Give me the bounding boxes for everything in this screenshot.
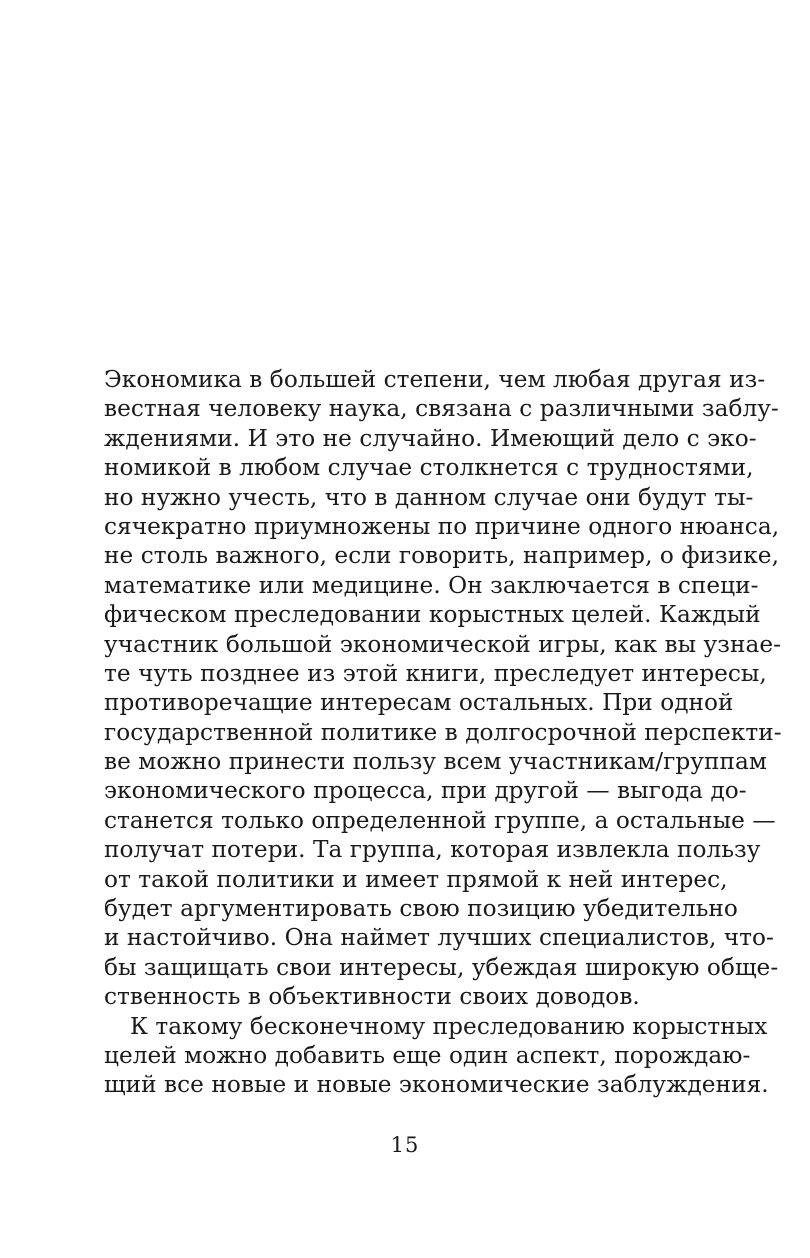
text-line: противоречащие интересам остальных. При одной — [104, 689, 734, 717]
text-line: К такому бесконечному преследованию корыстных — [130, 1012, 768, 1040]
body-text — [104, 365, 782, 1100]
text-line: экономического процесса, при другой — выгода до- — [104, 777, 747, 805]
page-number: 15 — [390, 1133, 420, 1157]
paragraph-2 — [104, 1012, 769, 1100]
text-line: те чуть позднее из этой книги, преследует интересы, — [104, 659, 767, 687]
text-line: государственной политике в долгосрочной перспекти- — [104, 718, 782, 746]
paragraph-1 — [104, 365, 782, 1012]
text-line: щий все новые и новые экономические заблуждения. — [104, 1071, 769, 1099]
text-line: сячекратно приумножены по причине одного нюанса, — [104, 512, 780, 540]
text-line: математике или медицине. Он заключается в специ- — [104, 571, 759, 599]
text-line: от такой политики и имеет прямой к ней интерес, — [104, 865, 728, 893]
text-line: целей можно добавить еще один аспект, порождаю- — [104, 1041, 751, 1069]
text-line: номикой в любом случае столкнется с трудностями, — [104, 454, 754, 482]
text-line: но нужно учесть, что в данном случае они будут ты- — [104, 483, 754, 511]
text-line: бы защищать свои интересы, убеждая широкую обще- — [104, 953, 779, 981]
text-line: Экономика в большей степени, чем любая другая из- — [104, 366, 766, 393]
text-line: и настойчиво. Она наймет лучших специалистов, что- — [104, 924, 774, 952]
text-line: фическом преследовании корыстных целей. Каждый — [104, 601, 761, 629]
text-line: станется только определенной группе, а остальные — — [104, 806, 776, 834]
text-line: ственность в объективности своих доводов. — [104, 983, 640, 1011]
text-line: будет аргументировать свою позицию убедительно — [104, 895, 738, 923]
text-line: получат потери. Та группа, которая извлекла пользу — [104, 836, 761, 864]
text-line: ждениями. И это не случайно. Имеющий дело с эко- — [104, 424, 757, 452]
text-line: вестная человеку наука, связана с различными заблу- — [104, 395, 779, 423]
text-line: не столь важного, если говорить, например, о физике, — [104, 542, 779, 570]
text-line: участник большой экономической игры, как вы узнае- — [104, 630, 781, 658]
text-line: ве можно принести пользу всем участникам/группам — [104, 748, 767, 776]
